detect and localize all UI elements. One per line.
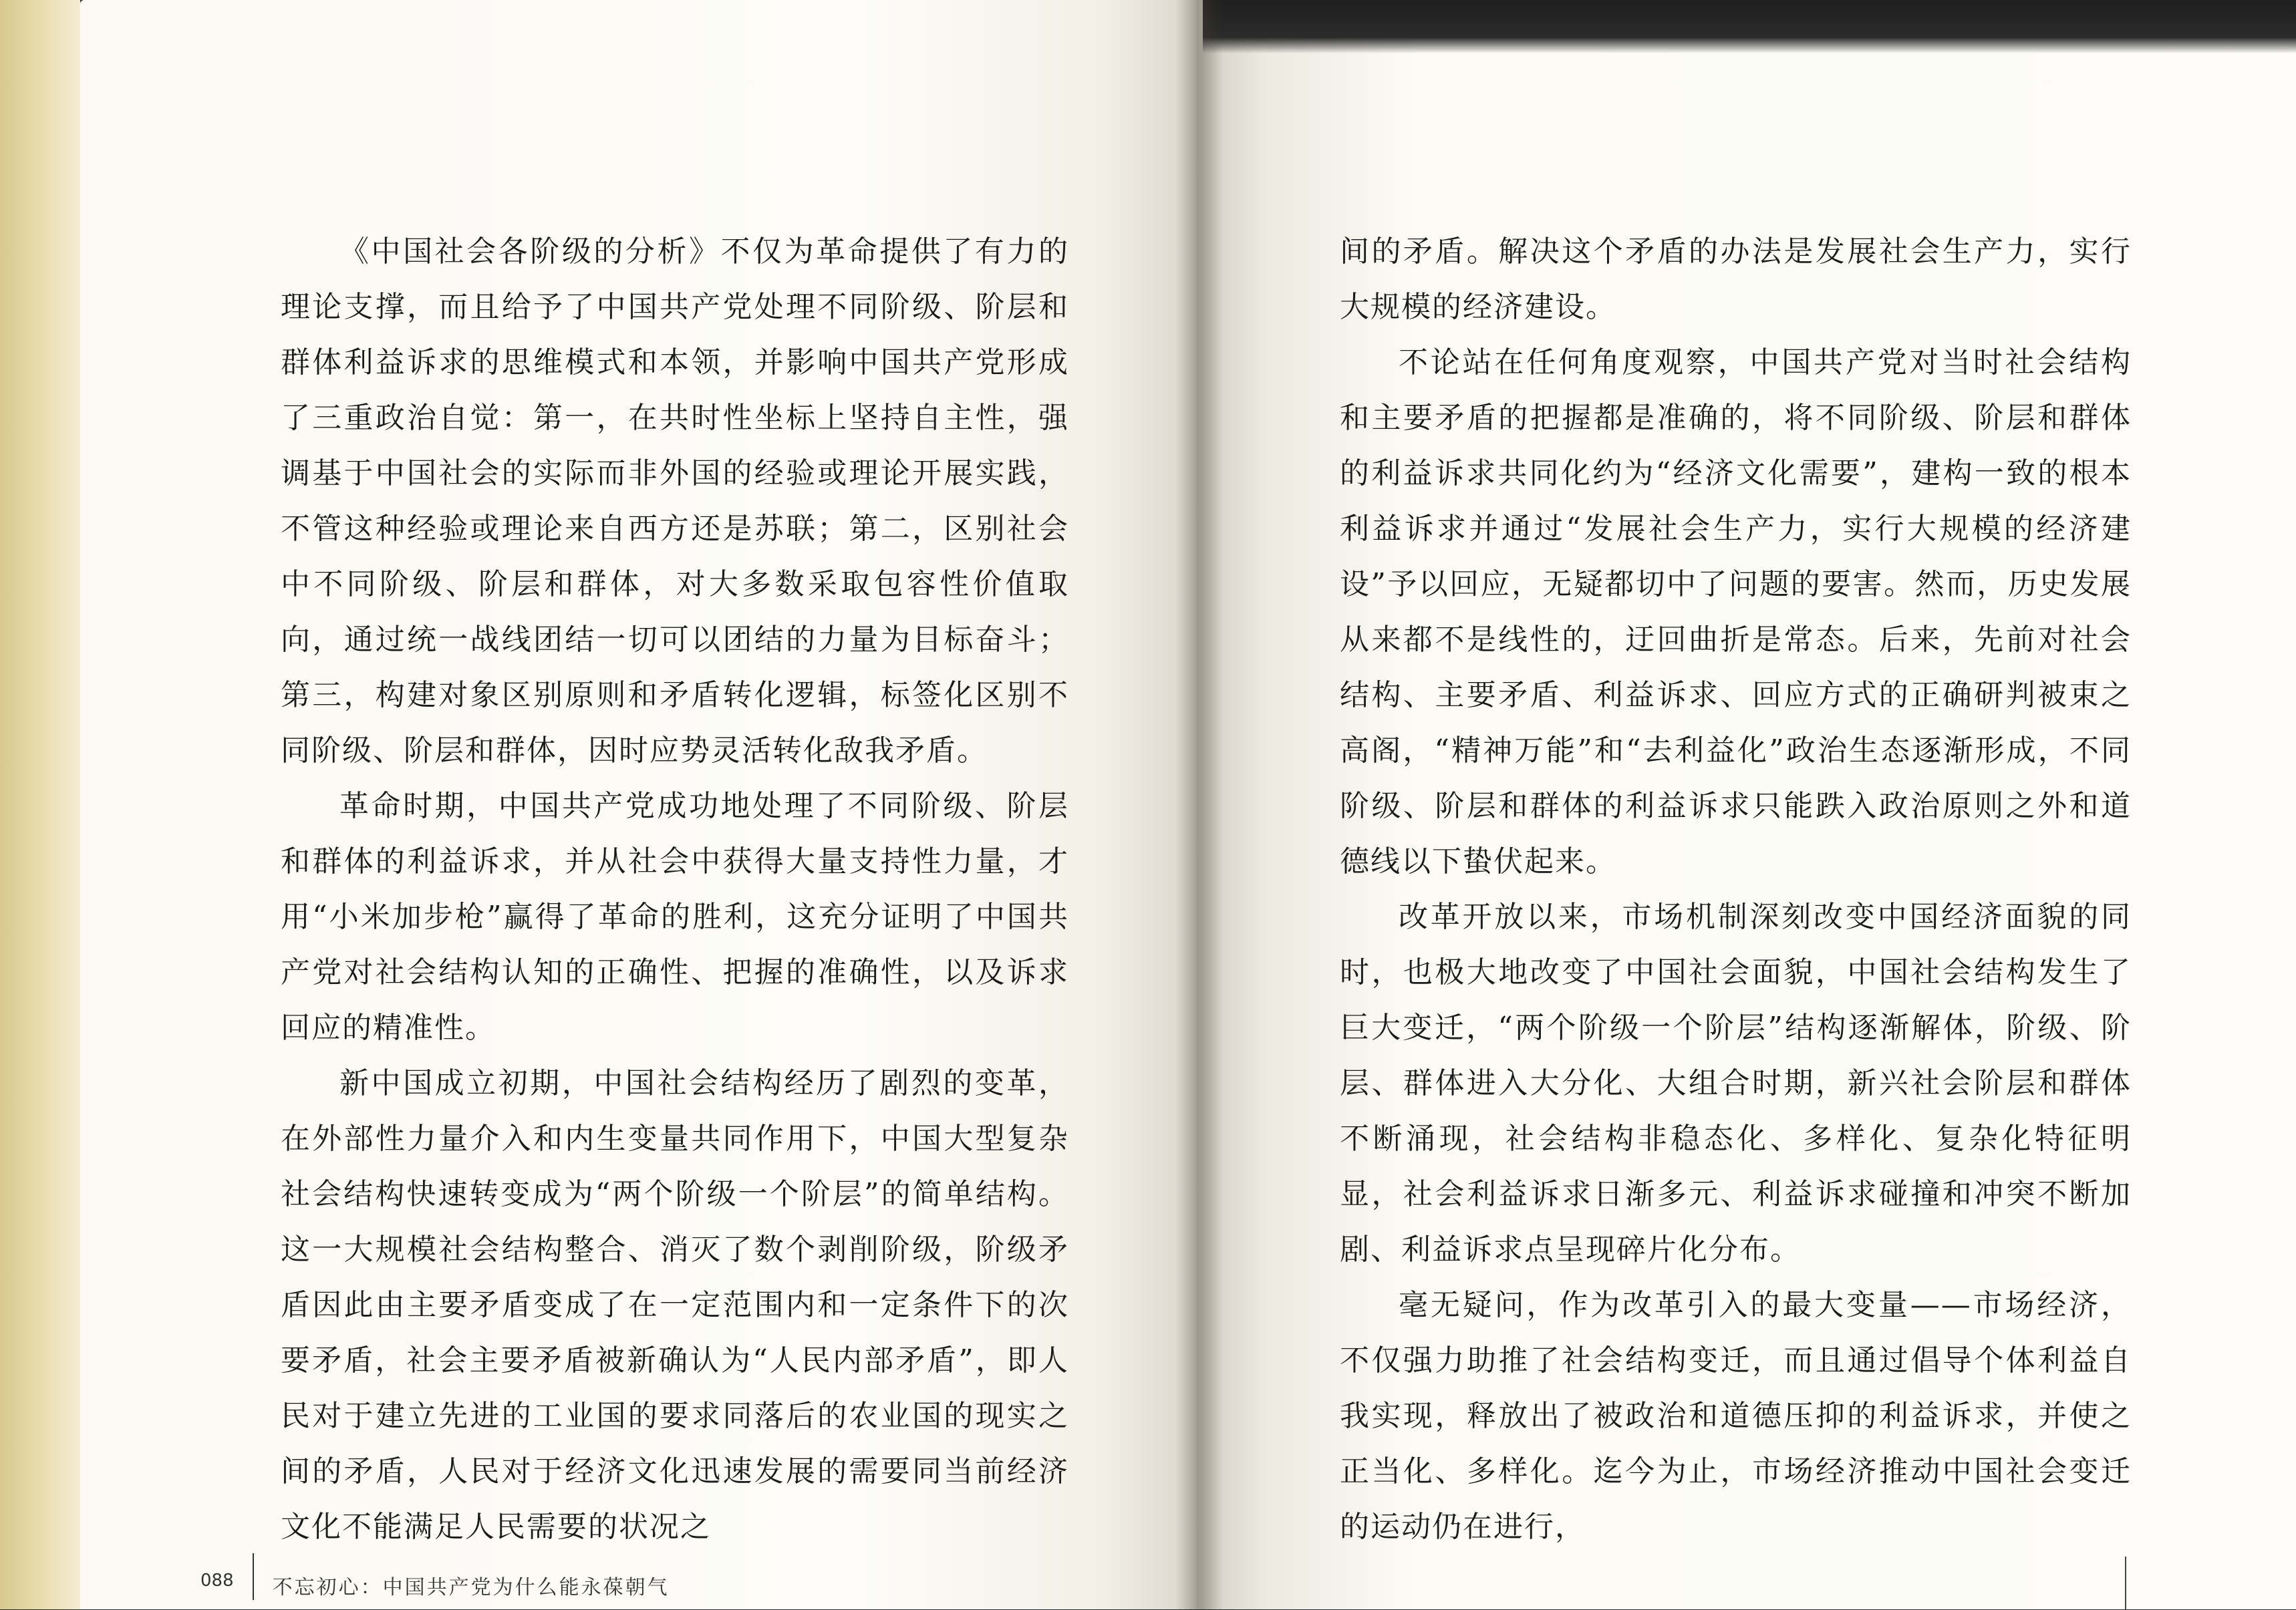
right-page-body — [1340, 224, 2132, 1555]
left-paragraph-2: 革命时期，中国共产党成功地处理了不同阶级、阶层和群体的利益诉求，并从社会中获得大量支持性力量，才用“小米加步枪”赢得了革命的胜利，这充分证明了中国共产党对社会结构认知的正确性、把握的准确性，以及诉求回应的精准性。 — [281, 789, 1069, 1045]
right-paragraph-2: 不论站在任何角度观察，中国共产党对当时社会结构和主要矛盾的把握都是准确的，将不同阶级、阶层和群体的利益诉求共同化约为“经济文化需要”，建构一致的根本利益诉求并通过“发展社会生产力，实行大规模的经济建设”予以回应，无疑都切中了问题的要害。然而，历史发展从来都不是线性的，迂回曲折是常态。后来，先前对社会结构、主要矛盾、利益诉求、回应方式的正确研判被束之高阁，“精神万能”和“去利益化”政治生态逐渐形成，不同阶级、阶层和群体的利益诉求只能跌入政治原则之外和道德线以下蛰伏起来。 — [1340, 345, 2132, 878]
scanner-shadow-band — [1203, 0, 2296, 53]
running-title: 不忘初心：中国共产党为什么能永葆朝气 — [272, 1576, 670, 1599]
right-paragraph-4: 毫无疑问，作为改革引入的最大变量——市场经济，不仅强力助推了社会结构变迁，而且通过倡导个体利益自我实现，释放出了被政治和道德压抑的利益诉求，并使之正当化、多样化。迄今为止，市场经济推动中国社会变迁的运动仍在进行， — [1340, 1288, 2132, 1544]
scan-edge — [0, 0, 80, 1609]
right-paragraph-3: 改革开放以来，市场机制深刻改变中国经济面貌的同时，也极大地改变了中国社会面貌，中国社会结构发生了巨大变迁，“两个阶级一个阶层”结构逐渐解体，阶级、阶层、群体进入大分化、大组合时期，新兴社会阶层和群体不断涌现，社会结构非稳态化、多样化、复杂化特征明显，社会利益诉求日渐多元、利益诉求碰撞和冲突不断加剧、利益诉求点呈现碎片化分布。 — [1340, 900, 2132, 1267]
left-page-body — [281, 224, 1069, 1555]
left-paragraph-3: 新中国成立初期，中国社会结构经历了剧烈的变革，在外部性力量介入和内生变量共同作用下，中国大型复杂社会结构快速转变成为“两个阶级一个阶层”的简单结构。这一大规模社会结构整合、消灭了数个剥削阶级，阶级矛盾因此由主要矛盾变成了在一定范围内和一定条件下的次要矛盾，社会主要矛盾被新确认为“人民内部矛盾”，即人民对于建立先进的工业国的要求同落后的农业国的现实之间的矛盾，人民对于经济文化迅速发展的需要同当前经济文化不能满足人民需要的状况之 — [281, 1066, 1069, 1544]
footer-divider — [253, 1553, 254, 1600]
left-paragraph-1: 《中国社会各阶级的分析》不仅为革命提供了有力的理论支撑，而且给予了中国共产党处理不同阶级、阶层和群体利益诉求的思维模式和本领，并影响中国共产党形成了三重政治自觉：第一，在共时性坐标上坚持自主性，强调基于中国社会的实际而非外国的经验或理论开展实践，不管这种经验或理论来自西方还是苏联；第二，区别社会中不同阶级、阶层和群体，对大多数采取包容性价值取向，通过统一战线团结一切可以团结的力量为目标奋斗；第三，构建对象区别原则和矛盾转化逻辑，标签化区别不同阶级、阶层和群体，因时应势灵活转化敌我矛盾。 — [281, 234, 1069, 768]
right-footer-divider — [2125, 1557, 2126, 1610]
book-gutter — [1176, 0, 1223, 1609]
page-number: 088 — [200, 1571, 234, 1591]
page-footer — [200, 1567, 670, 1609]
right-paragraph-1: 间的矛盾。解决这个矛盾的办法是发展社会生产力，实行大规模的经济建设。 — [1340, 234, 2132, 324]
